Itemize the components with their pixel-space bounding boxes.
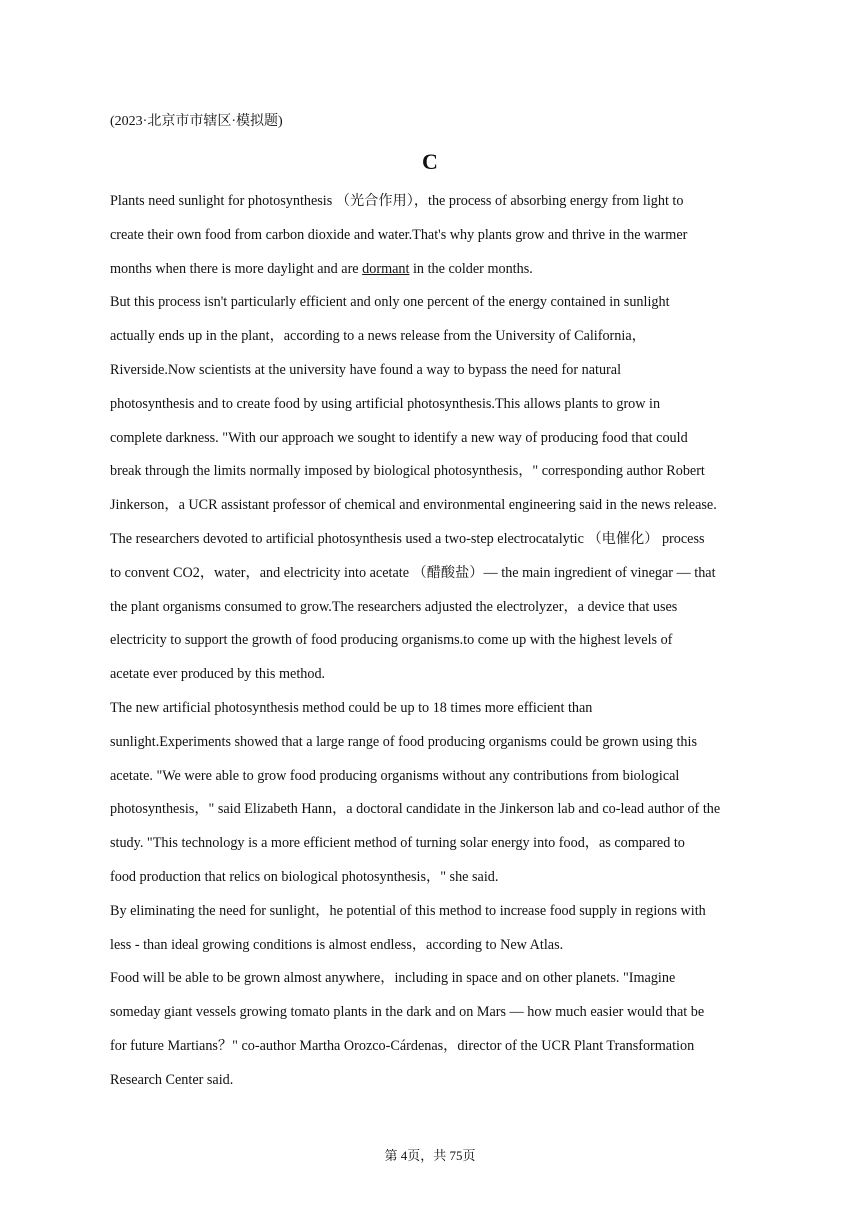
passage-line: study. "This technology is a more efficient method of turning solar energy into food，as compared to <box>110 835 685 852</box>
passage-line: the plant organisms consumed to grow.The researchers adjusted the electrolyzer，a device that uses <box>110 598 678 615</box>
passage-line: create their own food from carbon dioxide and water.That's why plants grow and thrive in the warmer <box>110 226 688 243</box>
passage-line: photosynthesis，" said Elizabeth Hann，a doctoral candidate in the Jinkerson lab and co-lead author of the <box>110 801 721 818</box>
passage-line: someday giant vessels growing tomato plants in the dark and on Mars — how much easier would that be <box>110 1004 705 1021</box>
passage-line: complete darkness. "With our approach we sought to identify a new way of producing food that could <box>110 429 688 446</box>
passage-text: in the colder months. <box>409 260 533 277</box>
page-footer: 第 4页，共 75页 <box>384 1148 476 1163</box>
passage-line: sunlight.Experiments showed that a large range of food producing organisms could be grown using this <box>110 733 697 750</box>
passage-line: acetate ever produced by this method. <box>110 666 326 683</box>
passage-line: Research Center said. <box>110 1071 234 1088</box>
passage-line: acetate. "We were able to grow food producing organisms without any contributions from biological <box>110 767 680 784</box>
passage-line: The new artificial photosynthesis method could be up to 18 times more efficient than <box>110 699 593 716</box>
passage-line: Food will be able to be grown almost anywhere，including in space and on other planets. "Imagine <box>110 970 676 987</box>
passage-line: for future Martians？" co-author Martha Orozco-Cárdenas，director of the UCR Plant Transformation <box>110 1037 695 1054</box>
passage-line: electricity to support the growth of food producing organisms.to come up with the highest levels of <box>110 632 673 649</box>
passage-text: months when there is more daylight and are <box>110 260 363 277</box>
passage-line: less - than ideal growing conditions is almost endless，according to New Atlas. <box>110 936 564 953</box>
section-heading: C <box>422 149 438 174</box>
passage-line: Jinkerson，a UCR assistant professor of chemical and environmental engineering said in the news release. <box>110 497 717 514</box>
passage-line: Riverside.Now scientists at the university have found a way to bypass the need for natural <box>110 361 622 378</box>
question-source: (2023·北京市市辖区·模拟题) <box>110 114 283 129</box>
passage-line: By eliminating the need for sunlight，he potential of this method to increase food supply in regions with <box>110 902 706 919</box>
underlined-term: dormant <box>362 260 410 277</box>
passage-body <box>110 185 770 1098</box>
passage-line <box>110 253 770 287</box>
passage-line: food production that relics on biological photosynthesis，" she said. <box>110 868 499 885</box>
passage-line: The researchers devoted to artificial photosynthesis used a two-step electrocatalytic （电催化） process <box>110 530 705 547</box>
passage-line: actually ends up in the plant，according to a news release from the University of California， <box>110 328 646 345</box>
passage-line: Plants need sunlight for photosynthesis （光合作用），the process of absorbing energy from light to <box>110 193 684 209</box>
passage-line: photosynthesis and to create food by using artificial photosynthesis.This allows plants to grow in <box>110 395 661 412</box>
passage-line: break through the limits normally imposed by biological photosynthesis，" corresponding author Robert <box>110 463 705 480</box>
passage-line: But this process isn't particularly efficient and only one percent of the energy contained in sunlight <box>110 294 670 311</box>
passage-line: to convent CO2，water，and electricity into acetate （醋酸盐）— the main ingredient of vinegar — that <box>110 564 716 581</box>
